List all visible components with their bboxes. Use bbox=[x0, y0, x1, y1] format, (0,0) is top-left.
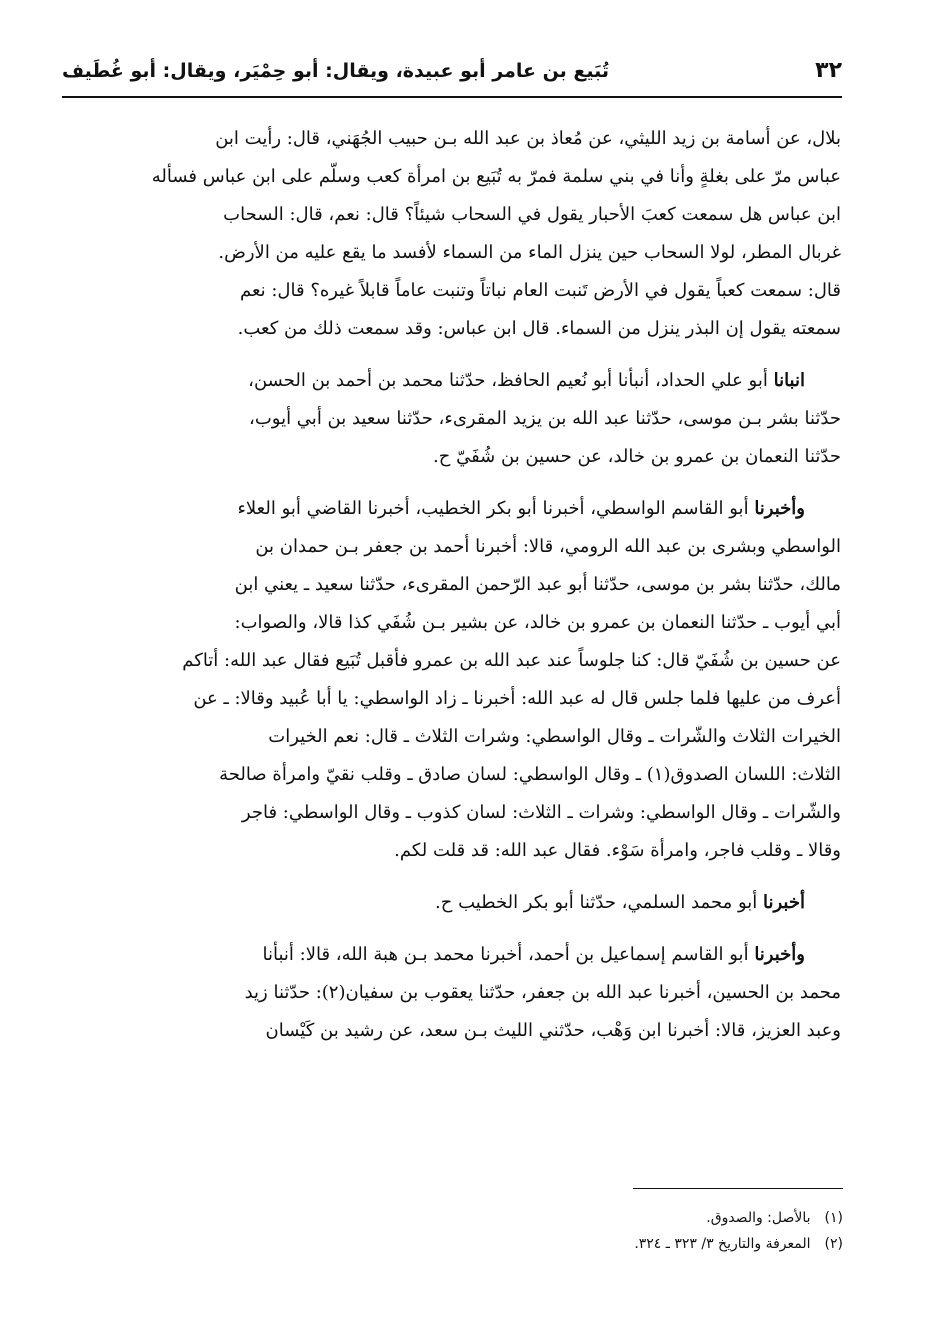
text-line bbox=[75, 528, 841, 566]
text-line bbox=[75, 974, 841, 1012]
isnad-lead-word: وأخبرنا bbox=[754, 498, 805, 519]
line-text: عن حسين بن شُفَيّ قال: كنا جلوساً عند عبد الله بن عمرو فأقبل تُبَيع فقال عبد الله: أتاكم bbox=[182, 650, 841, 671]
running-title: تُبَيع بن عامر أبو عبيدة، ويقال: أبو حِمْيَر، ويقال: أبو غُطَيف bbox=[62, 60, 610, 82]
footnote-text: المعرفة والتاريخ ٣/ ٣٢٣ ـ ٣٢٤. bbox=[634, 1236, 811, 1252]
text-line bbox=[75, 604, 841, 642]
text-line bbox=[75, 272, 841, 310]
text-line bbox=[75, 936, 841, 974]
text-line bbox=[75, 362, 841, 400]
text-line bbox=[75, 158, 841, 196]
isnad-lead-word: أخبرنا bbox=[763, 892, 805, 913]
paragraph bbox=[75, 362, 841, 476]
line-text: وعبد العزيز، قالا: أخبرنا ابن وَهْب، حدّثني الليث بـن سعد، عن رشيد بن كَيْسان bbox=[265, 1020, 841, 1041]
text-line bbox=[75, 566, 841, 604]
text-line bbox=[75, 1012, 841, 1050]
text-line bbox=[75, 490, 841, 528]
text-line bbox=[75, 756, 841, 794]
line-text: أبو القاسم إسماعيل بن أحمد، أخبرنا محمد بـن هبة الله، قالا: أنبأنا bbox=[262, 944, 749, 965]
footnote bbox=[323, 1231, 843, 1257]
text-line bbox=[75, 642, 841, 680]
line-text: أعرف من عليها فلما جلس قال له عبد الله: أخبرنا ـ زاد الواسطي: يا أبا عُبيد وقالا: ـ عن bbox=[193, 688, 841, 709]
line-text: بلال، عن أسامة بن زيد الليثي، عن مُعاذ بن عبد الله بـن حبيب الجُهَني، قال: رأيت ابن bbox=[215, 128, 841, 149]
line-text: قال: سمعت كعباً يقول في الأرض تَنبت العام نباتاً وتنبت عاماً قابلاً غيره؟ قال: نعم bbox=[239, 280, 841, 301]
line-text: والشّرات ـ وقال الواسطي: وشرات ـ الثلاث: لسان كذوب ـ وقال الواسطي: فاجر bbox=[241, 802, 841, 823]
line-text: وقالا ـ وقلب فاجر، وامرأة سَوْء. فقال عبد الله: قد قلت لكم. bbox=[394, 840, 841, 861]
line-text: عباس مرّ على بغلةٍ وأنا في بني سلمة فمرّ به تُبَيع بن امرأة كعب وسلّم على ابن عباس فسأله bbox=[151, 166, 841, 187]
line-text: الثلاث: اللسان الصدوق(١) ـ وقال الواسطي: لسان صادق ـ وقلب نقيّ وامرأة صالحة bbox=[219, 764, 841, 785]
text-line bbox=[75, 832, 841, 870]
line-text: حدّثنا النعمان بن عمرو بن خالد، عن حسين بن شُفَيّ ح. bbox=[433, 446, 841, 467]
isnad-lead-word: انبانا bbox=[773, 370, 805, 391]
line-text: أبو محمد السلمي، حدّثنا أبو بكر الخطيب ح. bbox=[435, 892, 758, 913]
line-text: الواسطي وبشرى بن عبد الله الرومي، قالا: أخبرنا أحمد بن جعفر بـن حمدان بن bbox=[255, 536, 841, 557]
footnote-number: (١) bbox=[824, 1210, 843, 1226]
line-text: غربال المطر، لولا السحاب حين ينزل الماء من السماء لأفسد ما يقع عليه من الأرض. bbox=[218, 242, 841, 263]
text-line bbox=[75, 794, 841, 832]
line-text: الخيرات الثلاث والشّرات ـ وقال الواسطي: وشرات الثلاث ـ قال: نعم الخيرات bbox=[268, 726, 841, 747]
page-number: ٣٢ bbox=[815, 58, 842, 83]
paragraph bbox=[75, 120, 841, 348]
text-line bbox=[75, 400, 841, 438]
line-text: أبو القاسم الواسطي، أخبرنا أبو بكر الخطيب، أخبرنا القاضي أبو العلاء bbox=[237, 498, 749, 519]
paragraph bbox=[75, 936, 841, 1050]
line-text: ابن عباس هل سمعت كعبَ الأحبار يقول في السحاب شيئاً؟ قال: نعم، قال: السحاب bbox=[223, 204, 841, 225]
line-text: أبو علي الحداد، أنبأنا أبو نُعيم الحافظ، حدّثنا محمد بن أحمد بن الحسن، bbox=[248, 370, 768, 391]
line-text: حدّثنا بشر بـن موسى، حدّثنا عبد الله بن يزيد المقرىء، حدّثنا سعيد بن أبي أيوب، bbox=[249, 408, 841, 429]
text-line bbox=[75, 884, 841, 922]
footnote bbox=[323, 1205, 843, 1231]
footnotes bbox=[323, 1205, 843, 1257]
line-text: أبي أيوب ـ حدّثنا النعمان بن عمرو بن خالد، عن بشير بـن شُفَي كذا قالا، والصواب: bbox=[234, 612, 841, 633]
main-text bbox=[75, 120, 841, 1064]
text-line bbox=[75, 718, 841, 756]
text-line bbox=[75, 438, 841, 476]
line-text: محمد بن الحسين، أخبرنا عبد الله بن جعفر، حدّثنا يعقوب بن سفيان(٢): حدّثنا زيد bbox=[244, 982, 841, 1003]
line-text: سمعته يقول إن البذر ينزل من السماء. قال ابن عباس: وقد سمعت ذلك من كعب. bbox=[237, 318, 841, 339]
text-line bbox=[75, 680, 841, 718]
paragraph bbox=[75, 490, 841, 870]
line-text: مالك، حدّثنا بشر بن موسى، حدّثنا أبو عبد الرّحمن المقرىء، حدّثنا سعيد ـ يعني ابن bbox=[234, 574, 841, 595]
footnote-text: بالأصل: والصدوق. bbox=[706, 1210, 811, 1226]
paragraph bbox=[75, 884, 841, 922]
footnote-number: (٢) bbox=[824, 1236, 843, 1252]
isnad-lead-word: وأخبرنا bbox=[754, 944, 805, 965]
text-line bbox=[75, 196, 841, 234]
footnote-divider bbox=[633, 1188, 843, 1189]
text-line bbox=[75, 120, 841, 158]
text-line bbox=[75, 234, 841, 272]
text-line bbox=[75, 310, 841, 348]
running-header bbox=[62, 56, 842, 98]
